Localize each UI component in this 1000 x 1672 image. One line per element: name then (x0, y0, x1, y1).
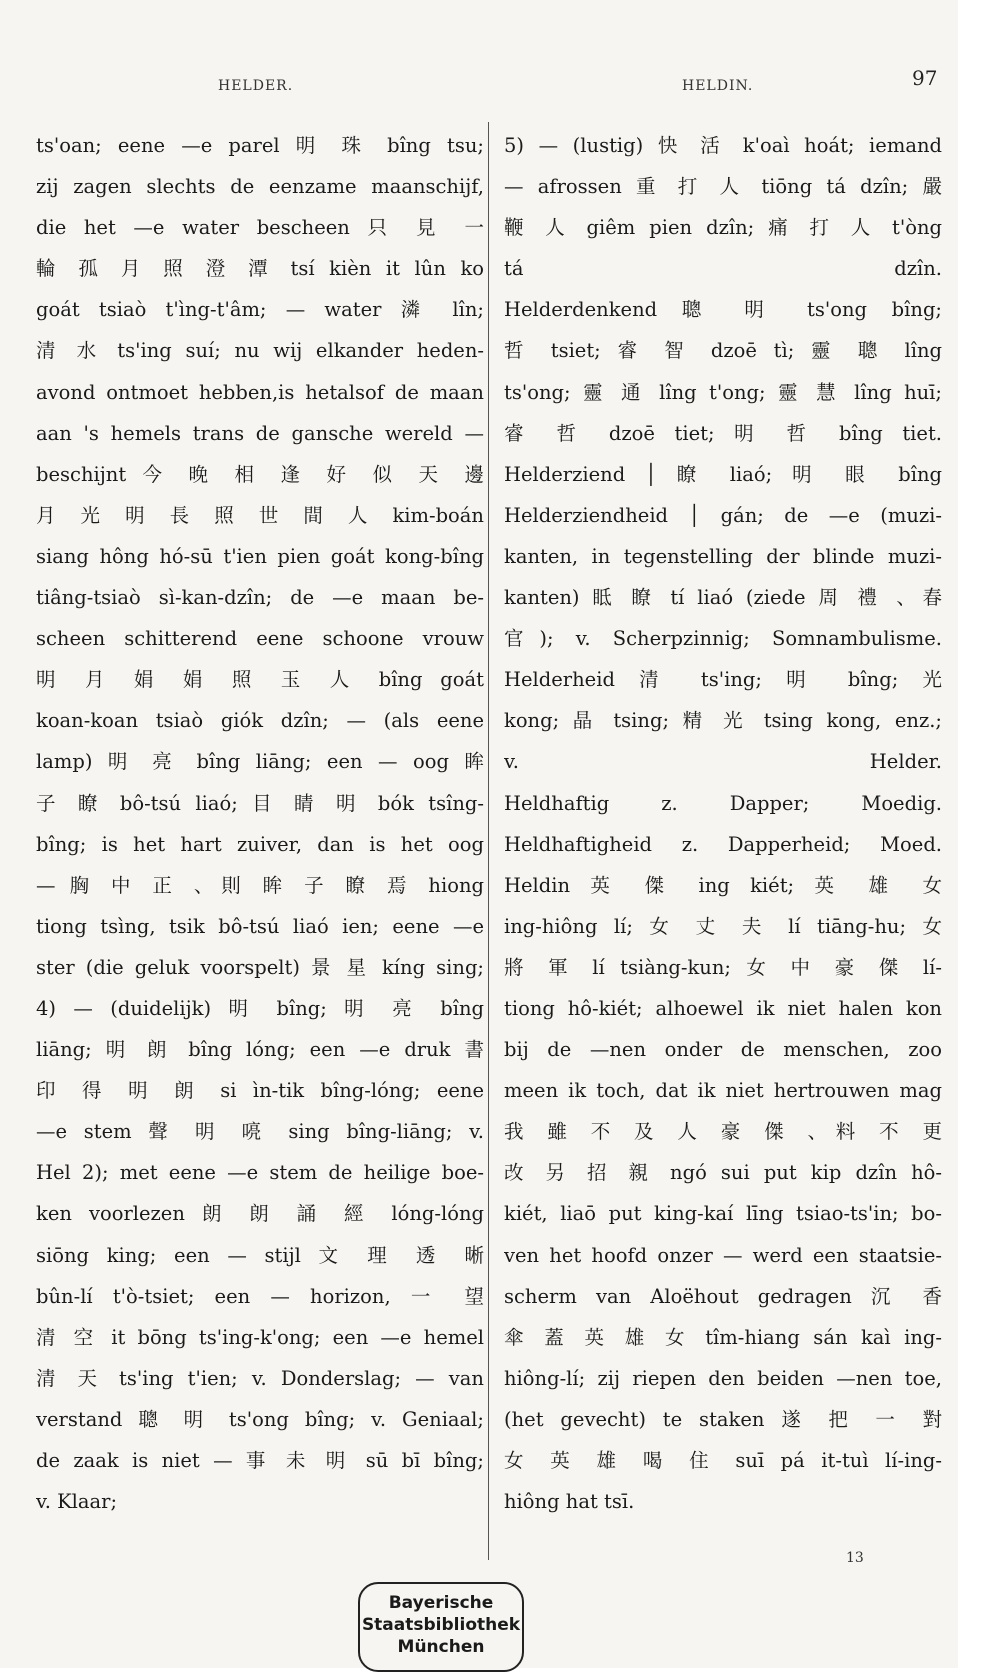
text-line: ts'ong; 靈 通 lîng t'ong; 靈 慧 lîng huī; (504, 380, 942, 404)
text-line: 4) — (duidelijk) 明 bîng; 明 亮 bîng (36, 996, 484, 1020)
text-line: Heldhaftigheid z. Dapperheid; Moed. (504, 832, 942, 856)
text-line: hiông hat tsī. (504, 1490, 635, 1514)
text-line: ven het hoofd onzer — werd een staatsie- (504, 1243, 942, 1267)
text-line: 清 水 ts'ing suí; nu wij elkander heden- (36, 339, 484, 363)
text-line: kong; 晶 tsing; 精 光 tsing kong, enz.; (504, 709, 942, 733)
text-line: tiong tsìng, tsik bô-tsú liaó ien; eene —e (36, 914, 484, 938)
text-line: 傘 蓋 英 雄 女 tîm-hiang sán kaì ing- (504, 1325, 942, 1349)
text-line: kanten, in tegenstelling der blinde muzi- (504, 544, 942, 568)
text-line: siang hông hó-sū t'ien pien goát kong-bîng (36, 544, 484, 568)
text-line: bij de —nen onder de menschen, zoo (504, 1038, 942, 1062)
text-line: goát tsiaò t'ìng-t'âm; — water 潾 lîn; (36, 298, 484, 322)
text-line: 月 光 明 長 照 世 間 人 kim-boán (36, 503, 484, 527)
text-line: tiâng-tsiaò sì-kan-dzîn; de —e maan be- (36, 586, 484, 610)
page-number: 97 (912, 66, 938, 90)
text-line: 女 英 雄 喝 住 suī pá it-tuì lí-ing- (504, 1449, 942, 1472)
text-line: 將 軍 lí tsiàng-kun; 女 中 豪 傑 lí- (504, 955, 942, 979)
text-line: tá dzîn. (504, 257, 942, 281)
text-line: koan-koan tsiaò giók dzîn; — (als eene (36, 709, 484, 733)
signature-mark: 13 (846, 1550, 864, 1566)
text-line: Helderziend │ 瞭 liaó; 明 眼 bîng (504, 462, 942, 486)
text-line: Helderdenkend 聰 明 ts'ong bîng; (504, 298, 942, 322)
text-line: 輪 孤 月 照 澄 潭 tsí kièn it lûn ko (36, 257, 484, 281)
text-line: 官); v. Scherpzinnig; Somnambulisme. (504, 627, 942, 651)
text-line: 清 空 it bōng ts'ing-k'ong; een —e hemel (36, 1325, 484, 1349)
text-line: 清 天 ts'ing t'ien; v. Donderslag; — van (36, 1366, 484, 1390)
text-line: kiét, liaō put king-kaí līng tsiao-ts'in; bo- (504, 1202, 942, 1226)
left-column (36, 125, 484, 1522)
text-line: siōng king; een — stijl 文 理 透 晰 (36, 1243, 484, 1267)
text-line: ken voorlezen 朗 朗 誦 經 lóng-lóng (36, 1202, 484, 1226)
text-line: tiong hô-kiét; alhoewel ik niet halen kon (504, 996, 942, 1020)
text-line: hiông-lí; zij riepen den beiden —nen toe, (504, 1366, 942, 1390)
text-line: scherm van Aloëhout gedragen 沉 香 (504, 1284, 942, 1308)
stamp-line: Staatsbibliothek (361, 1615, 521, 1635)
text-line: die het —e water bescheen 只 見 一 (36, 216, 484, 240)
text-line: Heldin 英 傑 ing kiét; 英 雄 女 (504, 873, 942, 897)
text-line: meen ik toch, dat ik niet hertrouwen mag (504, 1079, 942, 1103)
running-head-right: HELDIN. (682, 78, 754, 94)
column-divider (488, 122, 489, 1560)
text-line: bîng; is het hart zuiver, dan is het oog (36, 832, 484, 856)
text-line: 睿 哲 dzoē tiet; 明 哲 bîng tiet. (504, 421, 942, 445)
text-line: Heldhaftig z. Dapper; Moedig. (504, 791, 942, 815)
text-line: v. Helder. (504, 750, 942, 774)
text-line: ster (die geluk voorspelt) 景 星 kíng sing; (36, 955, 484, 979)
text-line: liāng; 明 朗 bîng lóng; een —e druk 書 (36, 1038, 484, 1062)
text-line: 改 另 招 親 ngó sui put kip dzîn hô- (504, 1161, 942, 1185)
text-line: — 胸 中 正 、則 眸 子 瞭 焉 hiong (36, 873, 484, 897)
text-line: beschijnt 今 晚 相 逢 好 似 天 邊 (36, 462, 484, 486)
text-line: de zaak is niet — 事 未 明 sū bī bîng; (36, 1449, 484, 1472)
text-line: v. Klaar; (36, 1490, 118, 1514)
stamp-line: München (397, 1637, 485, 1657)
text-line: — afrossen 重 打 人 tiōng tá dzîn; 嚴 (504, 175, 942, 199)
stamp-line: Bayerische (388, 1593, 494, 1613)
running-head-left: HELDER. (218, 78, 294, 94)
text-line: avond ontmoet hebben,is hetalsof de maan (36, 380, 484, 404)
text-line: 印 得 明 朗 si ìn-tik bîng-lóng; eene (36, 1079, 484, 1103)
text-line: 明 月 娟 娟 照 玉 人 bîng goát (36, 668, 484, 692)
text-line: Helderziendheid │ gán; de —e (muzi- (504, 503, 942, 527)
text-line: 5) — (lustig) 快 活 k'oaì hoát; iemand (504, 134, 942, 157)
text-line: —e stem 聲 明 喨 sing bîng-liāng; v. (36, 1120, 484, 1144)
text-line: Hel 2); met eene —e stem de heilige boe- (36, 1161, 484, 1185)
text-line: kanten) 眡 瞭 tí liaó (ziede 周 禮 、春 (504, 586, 942, 610)
text-line: 子 瞭 bô-tsú liaó; 目 睛 明 bók tsîng- (36, 791, 484, 815)
text-line: zij zagen slechts de eenzame maanschijf, (36, 175, 484, 199)
text-line: aan 's hemels trans de gansche wereld — (36, 421, 484, 445)
text-line: 鞭 人 giêm pien dzîn; 痛 打 人 t'òng (504, 216, 942, 240)
text-line: 我 雖 不 及 人 豪 傑 、料 不 更 (504, 1120, 942, 1144)
text-line: ts'oan; eene —e parel 明 珠 bîng tsu; (36, 134, 484, 157)
text-line: scheen schitterend eene schoone vrouw (36, 627, 484, 651)
right-column (504, 125, 942, 1522)
text-line: Helderheid 清 ts'ing; 明 bîng; 光 (504, 668, 942, 692)
text-line: lamp) 明 亮 bîng liāng; een — oog 眸 (36, 750, 484, 774)
text-line: (het gevecht) te staken 遂 把 一 對 (504, 1407, 942, 1431)
text-line: verstand 聰 明 ts'ong bîng; v. Geniaal; (36, 1407, 484, 1431)
text-line: 哲 tsiet; 睿 智 dzoē tì; 靈 聰 lîng (504, 339, 942, 363)
text-line: ing-hiông lí; 女 丈 夫 lí tiāng-hu; 女 (504, 914, 942, 938)
library-stamp (358, 1582, 524, 1672)
text-line: bûn-lí t'ò-tsiet; een — horizon, 一 望 (36, 1284, 484, 1308)
